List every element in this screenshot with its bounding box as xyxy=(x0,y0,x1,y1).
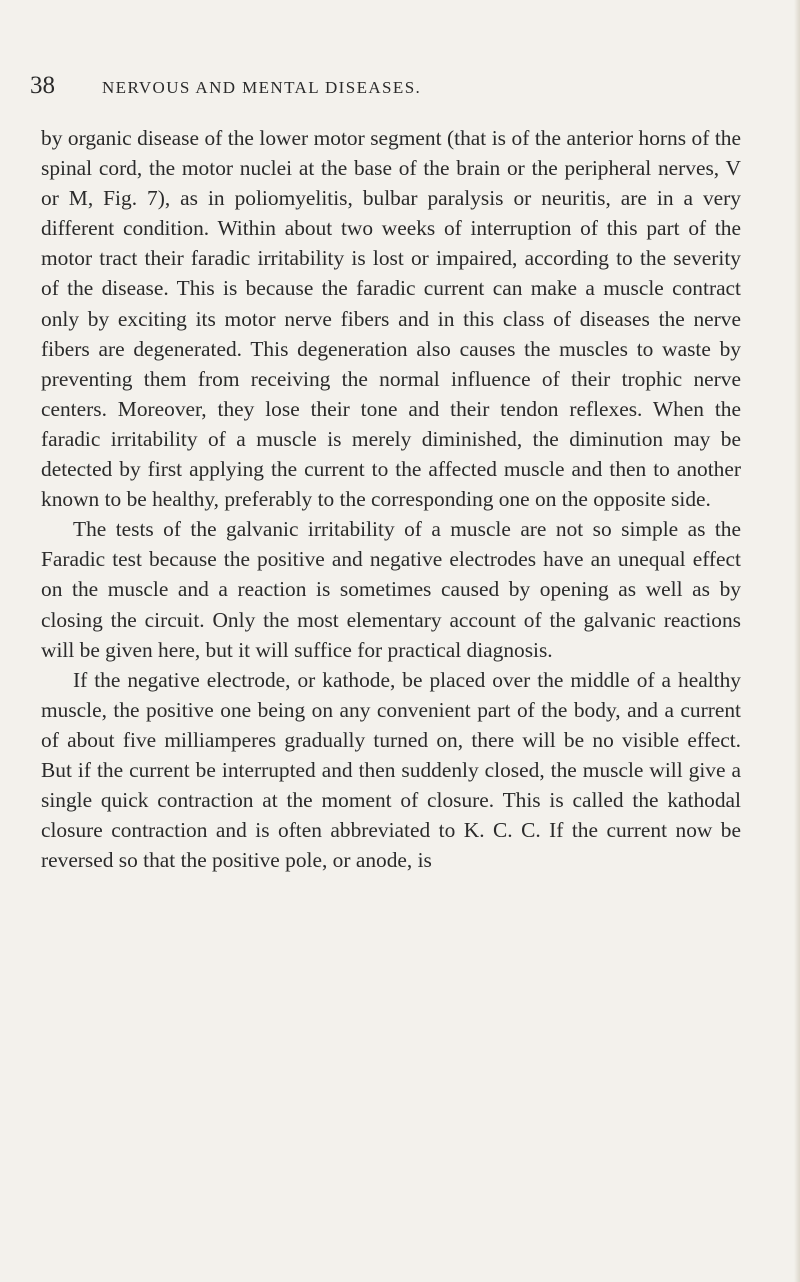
body-text xyxy=(41,123,741,875)
page-header xyxy=(30,70,770,110)
page-edge-shadow xyxy=(794,0,800,1282)
running-head: NERVOUS AND MENTAL DISEASES. xyxy=(102,78,422,97)
paragraph-continuation: by organic disease of the lower motor segment (that is of the anterior horns of the spinal cord, the motor nuclei at the base of the brain or the peripheral nerves, V or M, Fig. 7), as in poliomyelitis, bulbar paralysis or neuritis, are in a very different condition. Within about two weeks of interruption of this part of the motor tract their faradic irritability is lost or impaired, according to the severity of the disease. This is because the faradic current can make a muscle contract only by exciting its motor nerve fibers and in this class of diseases the nerve fibers are degenerated. This degeneration also causes the muscles to waste by preventing them from receiving the normal influence of their trophic nerve centers. Moreover, they lose their tone and their tendon reflexes. When the faradic irritability of a muscle is merely diminished, the diminution may be detected by first applying the current to the affected muscle and then to another known to be healthy, preferably to the corresponding one on the opposite side. xyxy=(41,126,741,512)
page-number: 38 xyxy=(30,72,55,99)
paragraph-galvanic-tests: The tests of the galvanic irritability of a muscle are not so simple as the Faradic test because the positive and negative electrodes have an unequal effect on the muscle and a reaction is sometimes caused by opening as well as by closing the circuit. Only the most elementary account of the galvanic reactions will be given here, but it will suffice for practical diagnosis. xyxy=(41,517,741,662)
paragraph-kathode: If the negative electrode, or kathode, be placed over the middle of a healthy muscle, the positive one being on any convenient part of the body, and a current of about five milliamperes gradually turned on, there will be no visible effect. But if the current be interrupted and then suddenly closed, the muscle will give a single quick contraction at the moment of closure. This is called the kathodal closure contraction and is often abbreviated to K. C. C. If the current now be reversed so that the positive pole, or anode, is xyxy=(41,667,741,873)
